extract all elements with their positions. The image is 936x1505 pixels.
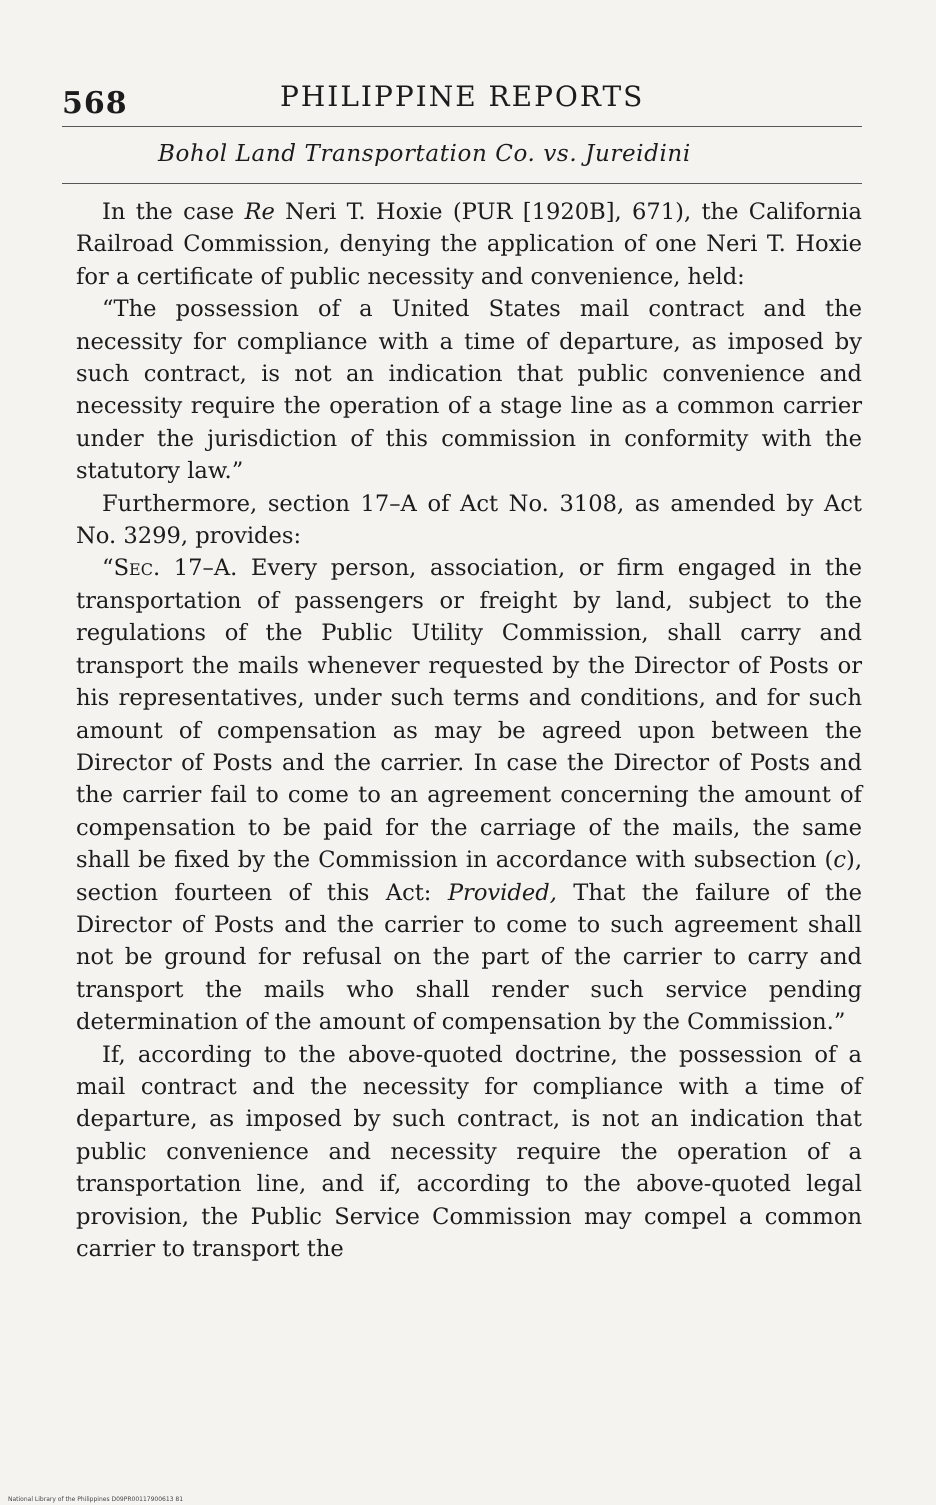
paragraph-4-subsection-c: c	[833, 847, 846, 874]
paragraph-2-quote: “The possession of a United States mail contract and the necessity for compliance with a time of departure, as imposed by such contract, is not an indication that public convenience and necessity require the operation of a stage line as a common carrier under the jurisdiction of this commission in conformity with the statutory law.”	[76, 296, 862, 485]
header-rule-top	[62, 126, 862, 127]
paragraph-1-text-a: In the case	[102, 199, 245, 225]
paragraph-1-re: Re	[244, 199, 275, 225]
paragraph-5: If, according to the above-quoted doctrine, the possession of a mail contract and the necessity for compliance with a time of departure, as imposed by such contract, is not an indication that public convenience and necessity require the operation of a transportation line, and if, according to the above-quoted legal provision, the Public Service Commission may compel a common carrier to transport the	[76, 1041, 862, 1262]
paragraph-4-text-a: 17–A. Every person, association, or firm engaged in the transportation of passengers or freight by land, subject to the regulations of the Public Utility Commission, shall carry and transport the mails whenever requested by the Director of Posts or his representatives, under such terms and conditions, and for such amount of compensation as may be agreed upon between the Director of Posts and the carrier. In case the Director of Posts and the carrier fail to come to an agreement concerning the amount of compensation to be paid for the carriage of the mails, the same shall be fixed by the Commission in accordance with subsection (	[76, 555, 862, 874]
paragraph-4-text-b: ), section fourteen of this Act:	[76, 847, 862, 906]
paragraph-4-statute	[76, 552, 862, 1038]
running-head: PHILIPPINE REPORTS	[280, 80, 645, 113]
paragraph-3: Furthermore, section 17–A of Act No. 3108, as amended by Act No. 3299, provides:	[76, 490, 862, 550]
body-text	[76, 196, 862, 1265]
page-number: 568	[62, 86, 128, 121]
paragraph-1	[76, 196, 862, 293]
paragraph-4-sec: Sec.	[113, 555, 161, 582]
header-rule-bottom	[62, 183, 862, 184]
paragraph-4-open-quote: “	[102, 555, 114, 582]
case-title: Bohol Land Transportation Co. vs. Jureidini	[158, 141, 691, 167]
paragraph-4-provided: Provided,	[447, 879, 557, 906]
paragraph-4-text-d: That the failure of the Director of Posts and the carrier to come to such agreement shall not be ground for refusal on the part of the carrier to carry and transport the mails who shall render such service pending determination of the amount of compensation by the Commission.”	[76, 879, 862, 1036]
scan-footer: National Library of the Philippines D09PR00117900613 81	[8, 1496, 184, 1503]
paragraph-1-text-b: Neri T. Hoxie (PUR [1920B], 671), the California Railroad Commission, denying the application of one Neri T. Hoxie for a certificate of public necessity and convenience, held:	[76, 199, 862, 290]
